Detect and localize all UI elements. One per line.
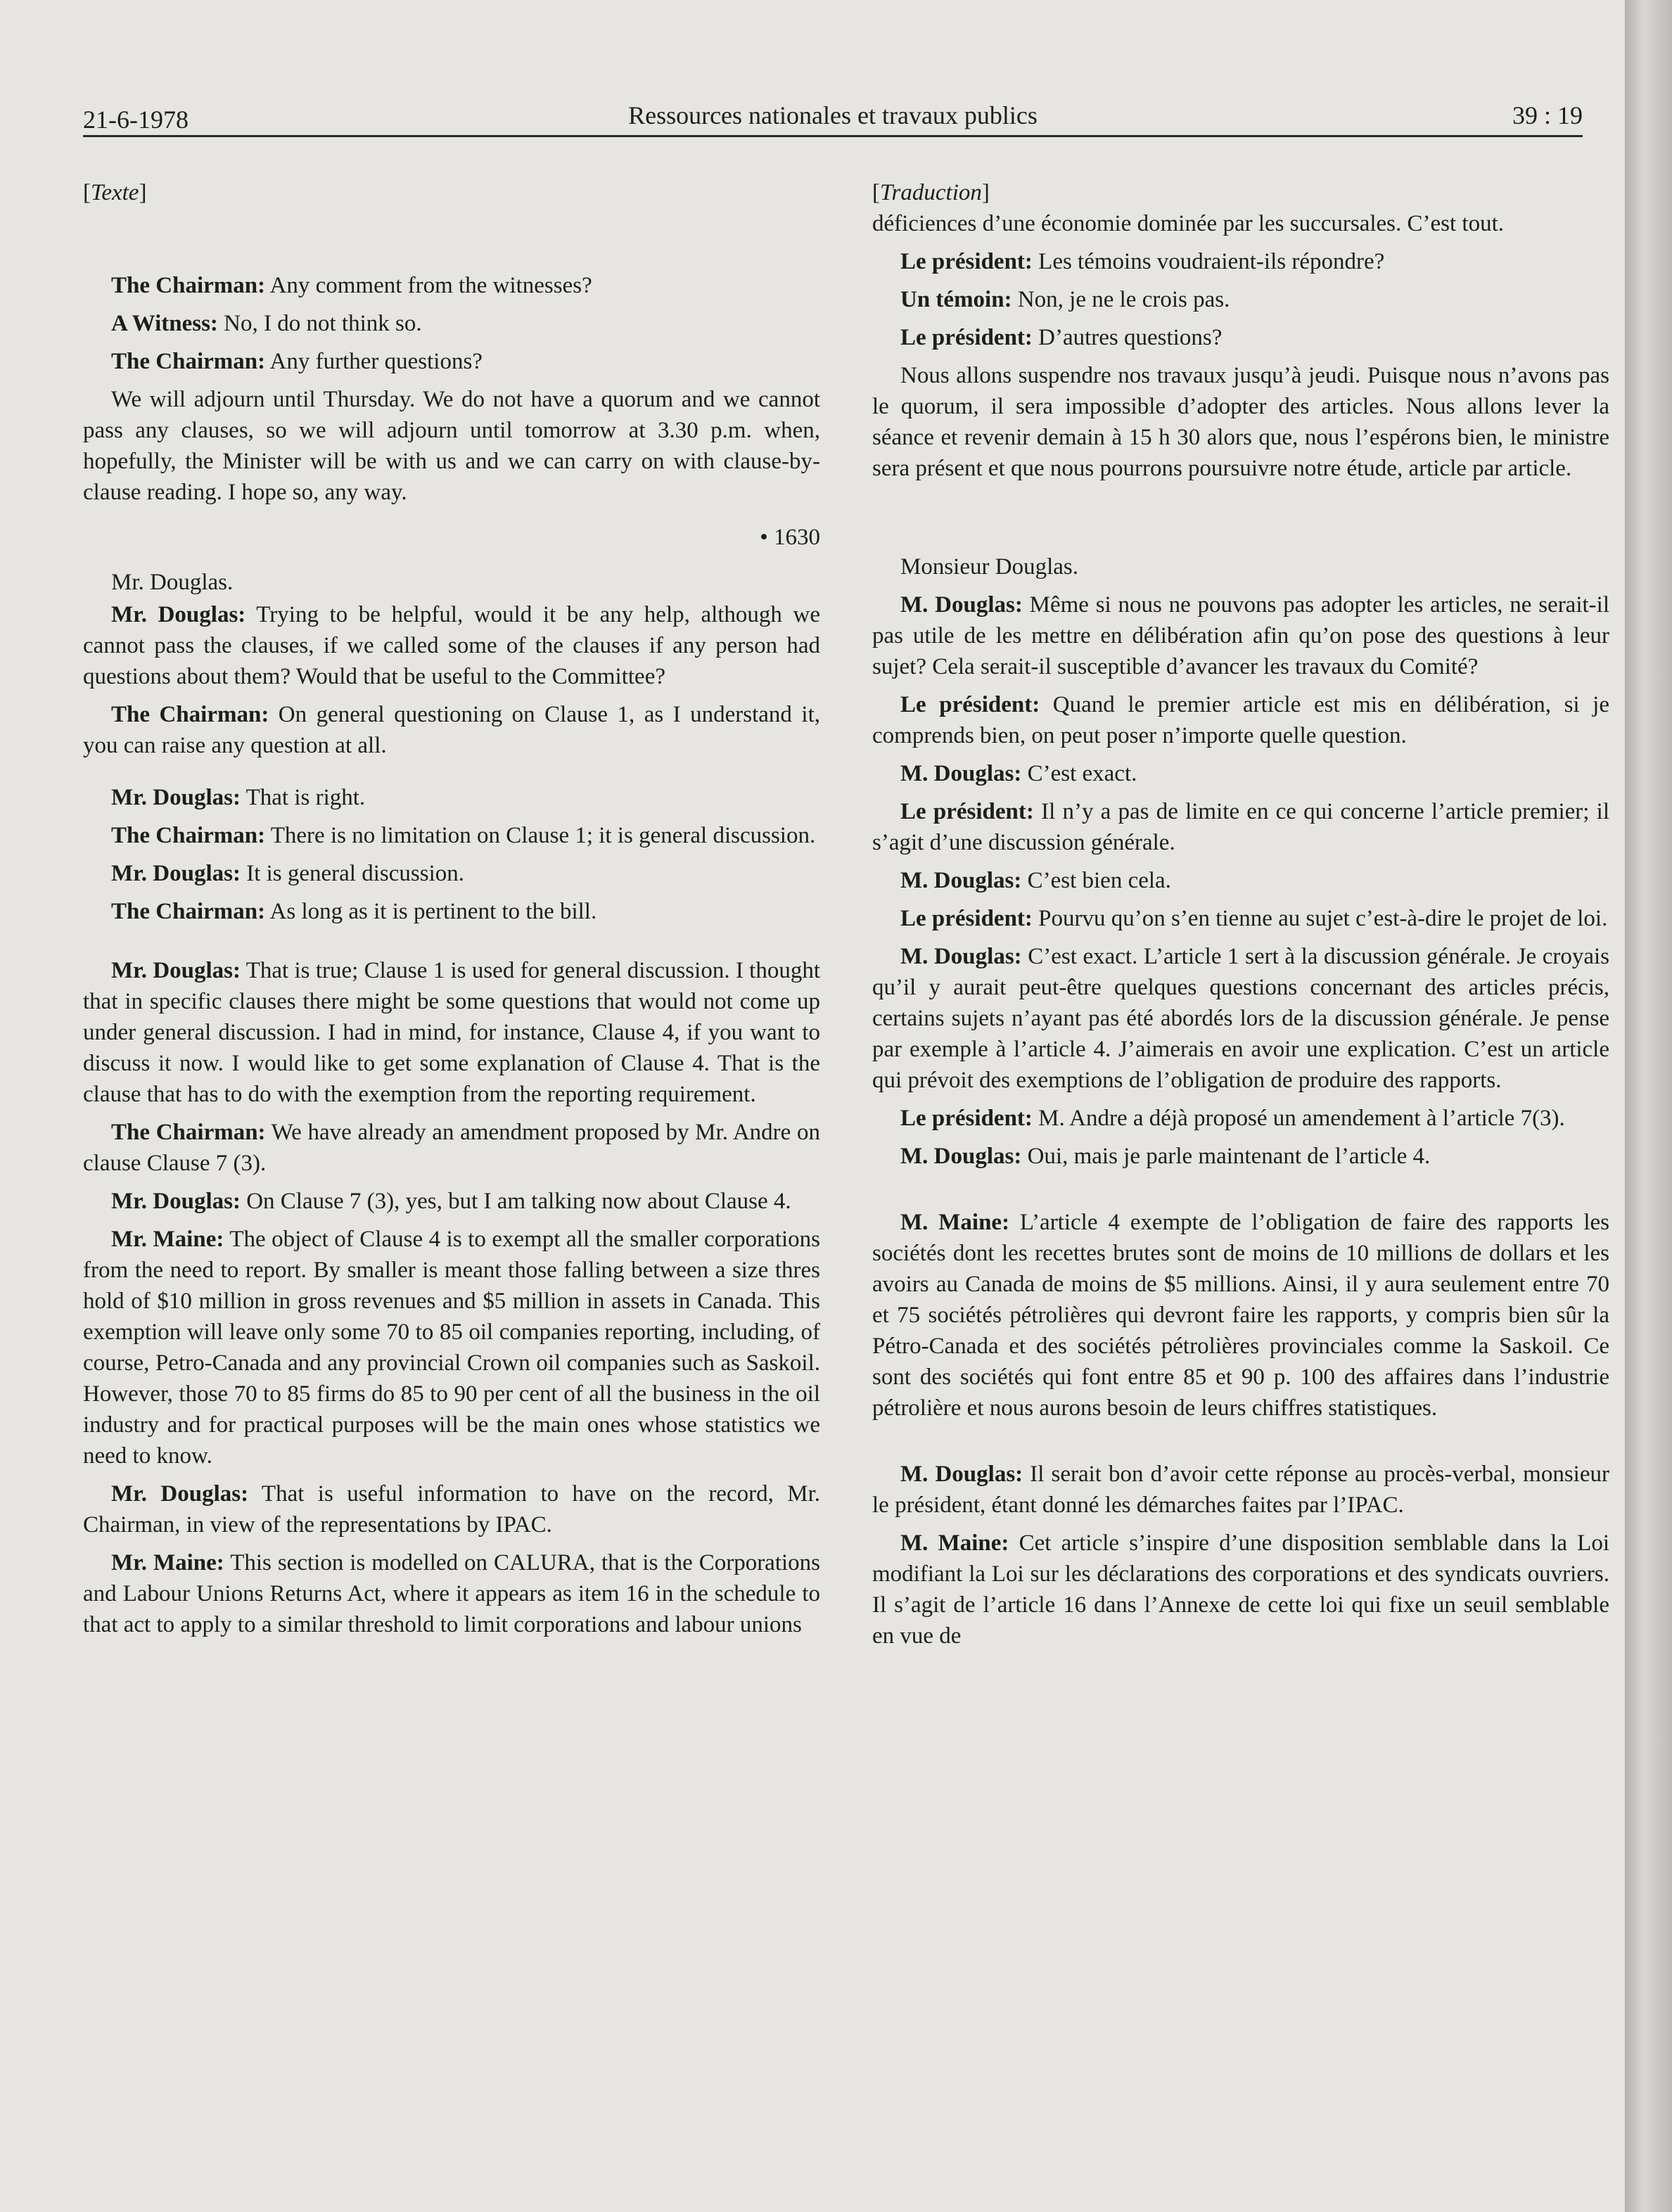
paragraph: Le président: Il n’y a pas de limite en ce qui concerne l’article premier; il s’agit d’une discussion générale. bbox=[872, 799, 1609, 855]
page-edge bbox=[1625, 0, 1672, 2212]
paragraph: The Chairman: Any comment from the witnesses? bbox=[111, 273, 592, 298]
paragraph: Mr. Douglas: On Clause 7 (3), yes, but I am talking now about Clause 4. bbox=[111, 1189, 791, 1214]
running-header bbox=[83, 98, 1583, 137]
paragraph: M. Douglas: Même si nous ne pouvons pas adopter les articles, ne serait-il pas utile de les mettre en délibération afin qu’on pose des questions à leur sujet? Cela serait-il susceptible d’avancer les travaux du Comité? bbox=[872, 592, 1609, 679]
paragraph: Le président: D’autres questions? bbox=[900, 325, 1223, 350]
header-title: Ressources nationales et travaux publics bbox=[628, 101, 1038, 129]
paragraph: M. Maine: L’article 4 exempte de l’obligation de faire des rapports les sociétés dont les recettes brutes sont de moins de 10 millions de dollars et les avoirs au Canada de moins de $5 millions. Ainsi, il y aura seulement entre 70 et 75 sociétés pétrolières qui devront faire les rapports, y compris bien sûr la Pétro-Canada et des sociétés pétrolières provinciales comme la Saskoil. Ce sont des sociétés qui font entre 85 et 90 p. 100 des affaires dans l’industrie pétrolière et nous aurons besoin de leurs chiffres statistiques. bbox=[872, 1210, 1609, 1421]
paragraph: M. Douglas: Il serait bon d’avoir cette réponse au procès-verbal, monsieur le président, étant donné les démarches faites par l’IPAC. bbox=[872, 1462, 1609, 1518]
paragraph: Mr. Douglas: Trying to be helpful, would it be any help, although we cannot pass the clauses, if we called some of the clauses if any person had questions about them? Would that be useful to the Committee? bbox=[83, 602, 820, 689]
paragraph: M. Douglas: Oui, mais je parle maintenant de l’article 4. bbox=[900, 1144, 1431, 1169]
paragraph: M. Douglas: C’est bien cela. bbox=[900, 868, 1171, 893]
paragraph: The Chairman: There is no limitation on Clause 1; it is general discussion. bbox=[111, 823, 816, 848]
time-marker: • 1630 bbox=[760, 525, 820, 550]
paragraph: The Chairman: On general questioning on Clause 1, as I understand it, you can raise any question at all. bbox=[83, 702, 820, 758]
paragraph: Mr. Douglas: It is general discussion. bbox=[111, 861, 464, 886]
paragraph: Le président: Les témoins voudraient-ils répondre? bbox=[900, 249, 1385, 274]
paragraph: Le président: Quand le premier article est mis en délibération, si je comprends bien, on peut poser n’importe quelle question. bbox=[872, 692, 1609, 748]
paragraph: déficiences d’une économie dominée par les succursales. C’est tout. bbox=[872, 211, 1505, 236]
english-column bbox=[83, 177, 820, 1640]
paragraph: M. Douglas: C’est exact. L’article 1 sert à la discussion générale. Je croyais qu’il y aurait peut-être quelques questions concernant des articles précis, certains sujets n’ayant pas été abordés lors de la discussion générale. Je pense par exemple à l’article 4. J’aimerais en avoir une explication. C’est un article qui prévoit des exemptions de l’obligation de produire des rapports. bbox=[872, 944, 1609, 1093]
paragraph: Mr. Maine: This section is modelled on CALURA, that is the Corporations and Labour Unions Returns Act, where it appears as item 16 in the schedule to that act to apply to a similar threshold to limit corporations and labour unions bbox=[83, 1550, 821, 1637]
paragraph: M. Douglas: C’est exact. bbox=[900, 761, 1137, 786]
paragraph: Nous allons suspendre nos travaux jusqu’à jeudi. Puisque nous n’avons pas le quorum, il sera impossible d’adopter des articles. Nous allons lever la séance et revenir demain à 15 h 30 alors que, nous l’espérons bien, le ministre sera présent et que nous pourrons poursuivre notre étude, article par article. bbox=[872, 363, 1609, 481]
paragraph: Mr. Douglas. bbox=[111, 570, 234, 595]
text-label: [Texte] bbox=[83, 180, 147, 205]
paragraph: Un témoin: Non, je ne le crois pas. bbox=[900, 287, 1230, 312]
paragraph: Mr. Maine: The object of Clause 4 is to exempt all the smaller corporations from the need to report. By smaller is meant those falling between a size thres hold of $10 million in gross revenues and $5 million in assets in Canada. This exemption will leave only some 70 to 85 oil companies reporting, including, of course, Petro-Canada and any provincial Crown oil companies such as Saskoil. However, those 70 to 85 firms do 85 to 90 per cent of all the business in the oil industry and for practical purposes will be the main ones whose statistics we need to know. bbox=[83, 1227, 820, 1469]
paragraph: The Chairman: As long as it is pertinent to the bill. bbox=[111, 899, 597, 924]
paragraph: Mr. Douglas: That is true; Clause 1 is used for general discussion. I thought that in specific clauses there might be some questions that would not come up under general discussion. I had in mind, for instance, Clause 4, if you want to discuss it now. I would like to get some explanation of Clause 4. That is the clause that has to do with the exemption from the reporting requirement. bbox=[83, 958, 821, 1107]
paragraph: M. Maine: Cet article s’inspire d’une disposition semblable dans la Loi modifiant la Loi sur les déclarations des corporations et des syndicats ouvriers. Il s’agit de l’article 16 dans l’Annexe de cette loi qui fixe un seuil semblable en vue de bbox=[872, 1530, 1610, 1649]
paragraph: Le président: M. Andre a déjà proposé un amendement à l’article 7(3). bbox=[900, 1106, 1565, 1131]
paragraph: We will adjourn until Thursday. We do not have a quorum and we cannot pass any clauses, so we will adjourn until tomorrow at 3.30 p.m. when, hopefully, the Minister will be with us and we can carry on with clause-by-clause reading. I hope so, any way. bbox=[83, 387, 820, 505]
paragraph: The Chairman: We have already an amendment proposed by Mr. Andre on clause Clause 7 (3). bbox=[83, 1120, 820, 1176]
paragraph: The Chairman: Any further questions? bbox=[111, 349, 483, 374]
paragraph: Mr. Douglas: That is useful information to have on the record, Mr. Chairman, in view of the representations by IPAC. bbox=[83, 1481, 820, 1537]
paragraph: Le président: Pourvu qu’on s’en tienne au sujet c’est-à-dire le projet de loi. bbox=[900, 906, 1608, 931]
header-date: 21-6-1978 bbox=[83, 106, 189, 134]
paragraph: A Witness: No, I do not think so. bbox=[111, 311, 422, 336]
paragraph: Mr. Douglas: That is right. bbox=[111, 785, 366, 810]
header-page-number: 39 : 19 bbox=[1512, 101, 1583, 129]
french-column bbox=[872, 177, 1609, 1651]
translation-label: [Traduction] bbox=[872, 180, 990, 205]
paragraph: Monsieur Douglas. bbox=[900, 554, 1078, 580]
